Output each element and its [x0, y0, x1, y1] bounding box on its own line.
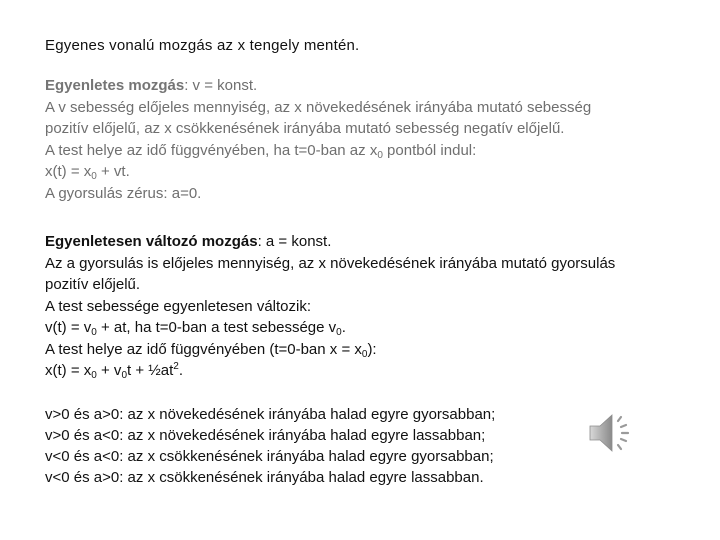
equation-part: .: [341, 319, 346, 336]
accelerated-line-6: [45, 339, 615, 361]
equation-part: + vt.: [96, 163, 130, 180]
accelerated-formula: : a = konst.: [257, 233, 332, 250]
subscript: 0: [361, 348, 368, 360]
equation-part: A test helye az idő függvényében (t=0-ban x = x: [45, 340, 362, 358]
uniform-line-4-tail: pontból indul:: [382, 141, 477, 159]
subscript: 0: [91, 370, 97, 381]
subscript: 0: [377, 149, 383, 161]
superscript: 2: [173, 361, 179, 372]
equation-part: v(t) = v: [45, 319, 92, 336]
case-item: v<0 és a>0: az x csökkenésének irányába halad egyre lassabban.: [45, 469, 484, 486]
equation-part: .: [178, 362, 184, 379]
uniform-position-equation: [45, 161, 591, 183]
equation-part: ):: [367, 340, 377, 358]
subscript: 0: [91, 171, 97, 182]
case-item: v<0 és a<0: az x csökkenésének irányába halad egyre gyorsabban;: [45, 448, 494, 465]
equation-part: + at, ha t=0-ban a test sebessége v: [96, 319, 337, 336]
accelerated-line-3: pozitív előjelű.: [45, 276, 141, 293]
uniform-line-3: pozitív előjelű, az x csökkenésének irányába mutató sebesség negatív előjelű.: [45, 120, 565, 137]
velocity-equation: [45, 317, 615, 339]
accelerated-heading-line: [45, 231, 615, 253]
equation-part: + v: [96, 362, 122, 379]
subscript: 0: [336, 327, 342, 338]
equation-part: x(t) = x: [45, 163, 92, 180]
uniform-line-4: [45, 140, 591, 162]
accelerated-motion-section: [45, 231, 615, 382]
uniform-label: Egyenletes mozgás: [45, 77, 185, 94]
uniform-formula: : v = konst.: [184, 77, 258, 94]
equation-part: x(t) = x: [45, 362, 92, 379]
slide-title: Egyenes vonalú mozgás az x tengely mentén.: [45, 37, 360, 54]
accelerated-line-4: A test sebessége egyenletesen változik:: [45, 297, 312, 315]
uniform-motion-section: [45, 75, 591, 204]
case-item: v>0 és a>0: az x növekedésének irányába halad egyre gyorsabban;: [45, 406, 496, 423]
position-equation: [45, 360, 615, 382]
subscript: 0: [91, 327, 97, 338]
case-item: v>0 és a<0: az x növekedésének irányába halad egyre lassabban;: [45, 427, 486, 444]
uniform-line-2: A v sebesség előjeles mennyiség, az x növekedésének irányába mutató sebesség: [45, 98, 592, 116]
uniform-line-6: A gyorsulás zérus: a=0.: [45, 184, 202, 202]
accelerated-line-2: Az a gyorsulás is előjeles mennyiség, az x növekedésének irányába mutató gyorsulás: [45, 254, 616, 272]
uniform-heading-line: [45, 75, 591, 97]
uniform-line-4-text: A test helye az idő függvényében, ha t=0-ban az x: [45, 141, 378, 159]
subscript: 0: [121, 370, 127, 381]
cases-list: [45, 404, 495, 488]
speaker-icon[interactable]: [588, 410, 638, 456]
accelerated-label: Egyenletesen változó mozgás: [45, 233, 258, 250]
equation-part: t + ½at: [127, 362, 174, 379]
speaker-icon-graphic: [588, 410, 638, 456]
